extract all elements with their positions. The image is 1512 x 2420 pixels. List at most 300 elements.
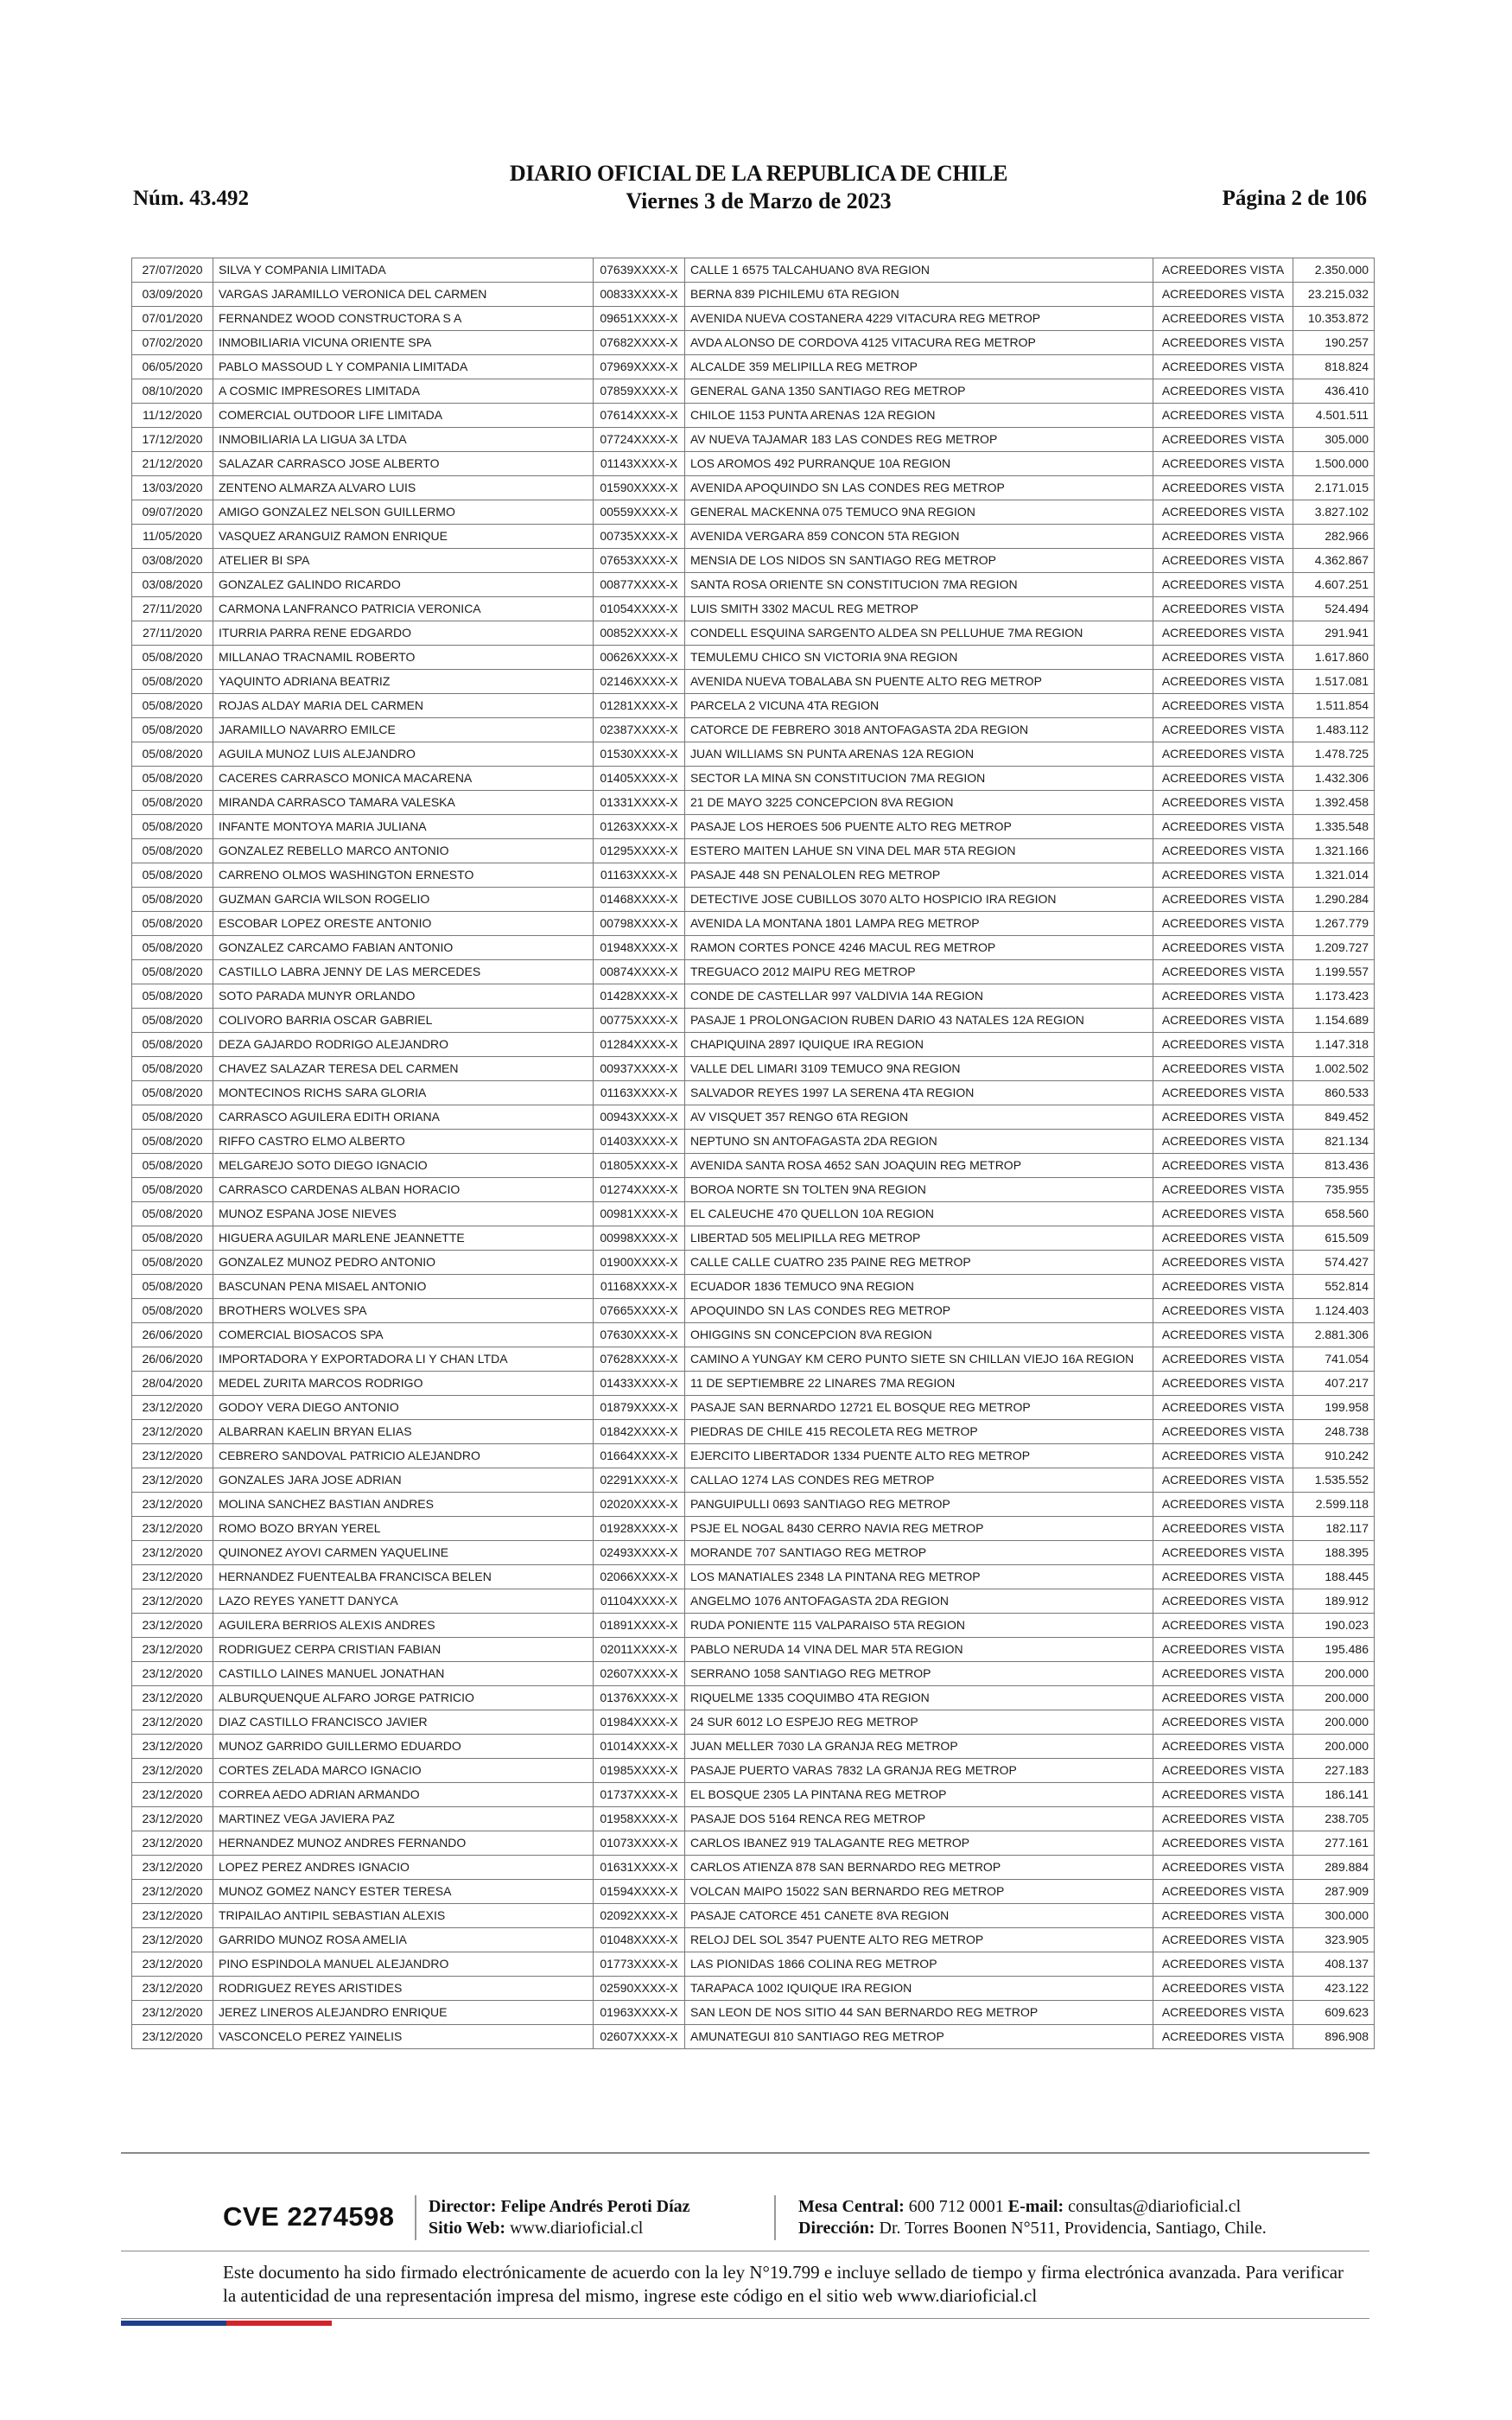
cell-date: 28/04/2020: [132, 1372, 213, 1396]
cell-amount: 190.257: [1293, 331, 1375, 355]
cell-date: 09/07/2020: [132, 500, 213, 525]
cell-rut: 01928XXXX-X: [594, 1517, 685, 1541]
cell-account-type: ACREEDORES VISTA: [1153, 1226, 1293, 1251]
cell-amount: 1.154.689: [1293, 1009, 1375, 1033]
cell-account-type: ACREEDORES VISTA: [1153, 936, 1293, 960]
cell-address: AV NUEVA TAJAMAR 183 LAS CONDES REG METROP: [685, 428, 1153, 452]
cell-rut: 09651XXXX-X: [594, 307, 685, 331]
cell-amount: 524.494: [1293, 597, 1375, 621]
cell-date: 05/08/2020: [132, 984, 213, 1009]
table-row: [132, 1880, 1375, 1904]
cell-amount: 4.362.867: [1293, 549, 1375, 573]
cell-name: GUZMAN GARCIA WILSON ROGELIO: [213, 888, 594, 912]
cell-date: 05/08/2020: [132, 1154, 213, 1178]
cell-name: CACERES CARRASCO MONICA MACARENA: [213, 767, 594, 791]
cell-rut: 07665XXXX-X: [594, 1299, 685, 1323]
table-row: [132, 1952, 1375, 1977]
cell-address: PASAJE CATORCE 451 CANETE 8VA REGION: [685, 1904, 1153, 1928]
cell-date: 05/08/2020: [132, 1105, 213, 1130]
cell-name: ROJAS ALDAY MARIA DEL CARMEN: [213, 694, 594, 718]
cell-account-type: ACREEDORES VISTA: [1153, 1057, 1293, 1081]
cell-amount: 1.124.403: [1293, 1299, 1375, 1323]
cell-account-type: ACREEDORES VISTA: [1153, 1759, 1293, 1783]
table-row: [132, 1057, 1375, 1081]
cell-name: HERNANDEZ MUNOZ ANDRES FERNANDO: [213, 1831, 594, 1856]
cell-date: 23/12/2020: [132, 1977, 213, 2001]
cell-date: 05/08/2020: [132, 1057, 213, 1081]
cell-name: ROMO BOZO BRYAN YEREL: [213, 1517, 594, 1541]
cell-account-type: ACREEDORES VISTA: [1153, 258, 1293, 283]
cell-account-type: ACREEDORES VISTA: [1153, 960, 1293, 984]
cell-name: RODRIGUEZ CERPA CRISTIAN FABIAN: [213, 1638, 594, 1662]
cell-rut: 01048XXXX-X: [594, 1928, 685, 1952]
cell-amount: 1.500.000: [1293, 452, 1375, 476]
cell-name: PABLO MASSOUD L Y COMPANIA LIMITADA: [213, 355, 594, 379]
cell-address: LOS AROMOS 492 PURRANQUE 10A REGION: [685, 452, 1153, 476]
cell-address: ECUADOR 1836 TEMUCO 9NA REGION: [685, 1275, 1153, 1299]
cell-name: CEBRERO SANDOVAL PATRICIO ALEJANDRO: [213, 1444, 594, 1468]
cell-name: GONZALES JARA JOSE ADRIAN: [213, 1468, 594, 1493]
cell-date: 07/02/2020: [132, 331, 213, 355]
cell-account-type: ACREEDORES VISTA: [1153, 1880, 1293, 1904]
cell-date: 23/12/2020: [132, 1856, 213, 1880]
cell-name: GONZALEZ GALINDO RICARDO: [213, 573, 594, 597]
cell-rut: 02011XXXX-X: [594, 1638, 685, 1662]
cell-rut: 01900XXXX-X: [594, 1251, 685, 1275]
cell-name: CORTES ZELADA MARCO IGNACIO: [213, 1759, 594, 1783]
cell-name: VASCONCELO PEREZ YAINELIS: [213, 2025, 594, 2049]
table-row: [132, 1130, 1375, 1154]
cell-rut: 07628XXXX-X: [594, 1347, 685, 1372]
cell-rut: 01631XXXX-X: [594, 1856, 685, 1880]
cell-date: 23/12/2020: [132, 2001, 213, 2025]
cell-name: DEZA GAJARDO RODRIGO ALEJANDRO: [213, 1033, 594, 1057]
cell-amount: 227.183: [1293, 1759, 1375, 1783]
cell-date: 23/12/2020: [132, 1783, 213, 1807]
cell-name: JARAMILLO NAVARRO EMILCE: [213, 718, 594, 742]
cell-account-type: ACREEDORES VISTA: [1153, 1904, 1293, 1928]
cell-rut: 01376XXXX-X: [594, 1686, 685, 1710]
cell-rut: 00559XXXX-X: [594, 500, 685, 525]
cell-rut: 00981XXXX-X: [594, 1202, 685, 1226]
cell-address: CARLOS IBANEZ 919 TALAGANTE REG METROP: [685, 1831, 1153, 1856]
table-row: [132, 500, 1375, 525]
cell-date: 23/12/2020: [132, 1807, 213, 1831]
cell-name: GODOY VERA DIEGO ANTONIO: [213, 1396, 594, 1420]
cell-amount: 1.617.860: [1293, 646, 1375, 670]
table-row: [132, 839, 1375, 863]
cell-date: 21/12/2020: [132, 452, 213, 476]
cell-account-type: ACREEDORES VISTA: [1153, 1275, 1293, 1299]
table-row: [132, 355, 1375, 379]
cell-address: PASAJE SAN BERNARDO 12721 EL BOSQUE REG METROP: [685, 1396, 1153, 1420]
table-row: [132, 863, 1375, 888]
cell-amount: 1.478.725: [1293, 742, 1375, 767]
cell-name: GONZALEZ REBELLO MARCO ANTONIO: [213, 839, 594, 863]
cell-address: AVDA ALONSO DE CORDOVA 4125 VITACURA REG METROP: [685, 331, 1153, 355]
cell-amount: 552.814: [1293, 1275, 1375, 1299]
email-label: E-mail:: [1007, 2197, 1064, 2216]
cell-account-type: ACREEDORES VISTA: [1153, 1589, 1293, 1614]
cell-amount: 190.023: [1293, 1614, 1375, 1638]
cell-address: 24 SUR 6012 LO ESPEJO REG METROP: [685, 1710, 1153, 1735]
cell-name: INMOBILIARIA VICUNA ORIENTE SPA: [213, 331, 594, 355]
cell-amount: 1.321.014: [1293, 863, 1375, 888]
cell-account-type: ACREEDORES VISTA: [1153, 815, 1293, 839]
table-row: [132, 1977, 1375, 2001]
cell-account-type: ACREEDORES VISTA: [1153, 1686, 1293, 1710]
issue-date: Viernes 3 de Marzo de 2023: [626, 188, 892, 213]
cell-address: CAMINO A YUNGAY KM CERO PUNTO SIETE SN CHILLAN VIEJO 16A REGION: [685, 1347, 1153, 1372]
cell-date: 05/08/2020: [132, 839, 213, 863]
cell-date: 05/08/2020: [132, 670, 213, 694]
cell-rut: 01274XXXX-X: [594, 1178, 685, 1202]
cell-amount: 4.501.511: [1293, 404, 1375, 428]
cell-rut: 01985XXXX-X: [594, 1759, 685, 1783]
cell-date: 23/12/2020: [132, 1952, 213, 1977]
cell-date: 26/06/2020: [132, 1323, 213, 1347]
cell-rut: 01331XXXX-X: [594, 791, 685, 815]
table-row: [132, 1759, 1375, 1783]
cell-address: ESTERO MAITEN LAHUE SN VINA DEL MAR 5TA REGION: [685, 839, 1153, 863]
table-row: [132, 1856, 1375, 1880]
cell-address: RAMON CORTES PONCE 4246 MACUL REG METROP: [685, 936, 1153, 960]
cell-rut: 02146XXXX-X: [594, 670, 685, 694]
table-row: [132, 1178, 1375, 1202]
cell-address: CALLE 1 6575 TALCAHUANO 8VA REGION: [685, 258, 1153, 283]
cell-date: 05/08/2020: [132, 791, 213, 815]
cell-address: LOS MANATIALES 2348 LA PINTANA REG METROP: [685, 1565, 1153, 1589]
cell-rut: 01594XXXX-X: [594, 1880, 685, 1904]
table-row: [132, 1468, 1375, 1493]
cell-date: 23/12/2020: [132, 2025, 213, 2049]
cell-date: 23/12/2020: [132, 1468, 213, 1493]
cell-account-type: ACREEDORES VISTA: [1153, 379, 1293, 404]
address-text: Dr. Torres Boonen N°511, Providencia, Santiago, Chile.: [879, 2219, 1267, 2238]
table-row: [132, 936, 1375, 960]
cell-address: JUAN WILLIAMS SN PUNTA ARENAS 12A REGION: [685, 742, 1153, 767]
table-row: [132, 767, 1375, 791]
table-row: [132, 428, 1375, 452]
cell-amount: 282.966: [1293, 525, 1375, 549]
creditors-table: [131, 258, 1375, 2049]
cell-address: CARLOS ATIENZA 878 SAN BERNARDO REG METROP: [685, 1856, 1153, 1880]
contact-block: [798, 2196, 1267, 2239]
cell-rut: 00798XXXX-X: [594, 912, 685, 936]
table-row: [132, 404, 1375, 428]
cell-date: 23/12/2020: [132, 1686, 213, 1710]
cell-rut: 01879XXXX-X: [594, 1396, 685, 1420]
cell-date: 23/12/2020: [132, 1904, 213, 1928]
cell-account-type: ACREEDORES VISTA: [1153, 888, 1293, 912]
cell-account-type: ACREEDORES VISTA: [1153, 1033, 1293, 1057]
cell-amount: 423.122: [1293, 1977, 1375, 2001]
cell-account-type: ACREEDORES VISTA: [1153, 525, 1293, 549]
cell-name: AMIGO GONZALEZ NELSON GUILLERMO: [213, 500, 594, 525]
cell-address: PARCELA 2 VICUNA 4TA REGION: [685, 694, 1153, 718]
cell-name: ALBARRAN KAELIN BRYAN ELIAS: [213, 1420, 594, 1444]
cell-amount: 1.290.284: [1293, 888, 1375, 912]
cell-amount: 615.509: [1293, 1226, 1375, 1251]
table-row: [132, 888, 1375, 912]
cell-rut: 01433XXXX-X: [594, 1372, 685, 1396]
cell-name: BROTHERS WOLVES SPA: [213, 1299, 594, 1323]
cell-name: VARGAS JARAMILLO VERONICA DEL CARMEN: [213, 283, 594, 307]
cell-rut: 00833XXXX-X: [594, 283, 685, 307]
cell-name: TRIPAILAO ANTIPIL SEBASTIAN ALEXIS: [213, 1904, 594, 1928]
cell-name: MIRANDA CARRASCO TAMARA VALESKA: [213, 791, 594, 815]
cell-rut: 01295XXXX-X: [594, 839, 685, 863]
cell-address: LIBERTAD 505 MELIPILLA REG METROP: [685, 1226, 1153, 1251]
cell-name: COMERCIAL BIOSACOS SPA: [213, 1323, 594, 1347]
cell-rut: 01163XXXX-X: [594, 863, 685, 888]
cell-date: 05/08/2020: [132, 960, 213, 984]
cell-date: 03/08/2020: [132, 573, 213, 597]
table-row: [132, 1904, 1375, 1928]
cell-address: MORANDE 707 SANTIAGO REG METROP: [685, 1541, 1153, 1565]
cell-address: AVENIDA APOQUINDO SN LAS CONDES REG METROP: [685, 476, 1153, 500]
cell-name: QUINONEZ AYOVI CARMEN YAQUELINE: [213, 1541, 594, 1565]
cell-amount: 849.452: [1293, 1105, 1375, 1130]
cell-date: 17/12/2020: [132, 428, 213, 452]
table-row: [132, 1009, 1375, 1033]
cell-rut: 07639XXXX-X: [594, 258, 685, 283]
table-row: [132, 1928, 1375, 1952]
table-row: [132, 960, 1375, 984]
cell-amount: 1.517.081: [1293, 670, 1375, 694]
cell-amount: 248.738: [1293, 1420, 1375, 1444]
cell-rut: 01530XXXX-X: [594, 742, 685, 767]
cell-name: MELGAREJO SOTO DIEGO IGNACIO: [213, 1154, 594, 1178]
cell-address: SAN LEON DE NOS SITIO 44 SAN BERNARDO REG METROP: [685, 2001, 1153, 2025]
cell-account-type: ACREEDORES VISTA: [1153, 1928, 1293, 1952]
cell-account-type: ACREEDORES VISTA: [1153, 307, 1293, 331]
cell-address: CONDE DE CASTELLAR 997 VALDIVIA 14A REGION: [685, 984, 1153, 1009]
cell-name: ITURRIA PARRA RENE EDGARDO: [213, 621, 594, 646]
cell-rut: 01963XXXX-X: [594, 2001, 685, 2025]
table-row: [132, 742, 1375, 767]
cell-name: GONZALEZ CARCAMO FABIAN ANTONIO: [213, 936, 594, 960]
flag-red-stripe: [226, 2321, 332, 2326]
cell-rut: 01664XXXX-X: [594, 1444, 685, 1468]
cell-amount: 200.000: [1293, 1686, 1375, 1710]
cell-address: PASAJE PUERTO VARAS 7832 LA GRANJA REG METROP: [685, 1759, 1153, 1783]
cell-date: 23/12/2020: [132, 1444, 213, 1468]
table-row: [132, 694, 1375, 718]
cell-name: SOTO PARADA MUNYR ORLANDO: [213, 984, 594, 1009]
cell-account-type: ACREEDORES VISTA: [1153, 1977, 1293, 2001]
email-link[interactable]: consultas@diarioficial.cl: [1068, 2197, 1242, 2216]
cell-name: AGUILA MUNOZ LUIS ALEJANDRO: [213, 742, 594, 767]
table-row: [132, 379, 1375, 404]
footer-separator: [415, 2195, 416, 2240]
director-label: Director:: [429, 2197, 497, 2216]
cell-date: 05/08/2020: [132, 863, 213, 888]
table-body: [132, 258, 1375, 2049]
cell-rut: 01104XXXX-X: [594, 1589, 685, 1614]
cell-rut: 07724XXXX-X: [594, 428, 685, 452]
cell-name: BASCUNAN PENA MISAEL ANTONIO: [213, 1275, 594, 1299]
cell-name: JEREZ LINEROS ALEJANDRO ENRIQUE: [213, 2001, 594, 2025]
cell-name: PINO ESPINDOLA MANUEL ALEJANDRO: [213, 1952, 594, 1977]
cell-rut: 01773XXXX-X: [594, 1952, 685, 1977]
cell-account-type: ACREEDORES VISTA: [1153, 1952, 1293, 1977]
cell-amount: 238.705: [1293, 1807, 1375, 1831]
cell-account-type: ACREEDORES VISTA: [1153, 1493, 1293, 1517]
cell-name: SILVA Y COMPANIA LIMITADA: [213, 258, 594, 283]
cell-address: EL CALEUCHE 470 QUELLON 10A REGION: [685, 1202, 1153, 1226]
cell-amount: 1.535.552: [1293, 1468, 1375, 1493]
cell-amount: 305.000: [1293, 428, 1375, 452]
cell-name: MOLINA SANCHEZ BASTIAN ANDRES: [213, 1493, 594, 1517]
cell-rut: 02387XXXX-X: [594, 718, 685, 742]
cve-code: CVE 2274598: [223, 2201, 395, 2232]
cell-rut: 01737XXXX-X: [594, 1783, 685, 1807]
cell-address: VALLE DEL LIMARI 3109 TEMUCO 9NA REGION: [685, 1057, 1153, 1081]
cell-address: PASAJE LOS HEROES 506 PUENTE ALTO REG METROP: [685, 815, 1153, 839]
footer-bottom-rule: [121, 2318, 1369, 2319]
cell-amount: 277.161: [1293, 1831, 1375, 1856]
cell-account-type: ACREEDORES VISTA: [1153, 283, 1293, 307]
cell-date: 05/08/2020: [132, 1178, 213, 1202]
cell-account-type: ACREEDORES VISTA: [1153, 500, 1293, 525]
cell-rut: 00735XXXX-X: [594, 525, 685, 549]
cell-amount: 1.199.557: [1293, 960, 1375, 984]
cell-date: 23/12/2020: [132, 1517, 213, 1541]
cell-rut: 01403XXXX-X: [594, 1130, 685, 1154]
cell-date: 05/08/2020: [132, 912, 213, 936]
cell-date: 05/08/2020: [132, 1033, 213, 1057]
table-row: [132, 1614, 1375, 1638]
cell-amount: 609.623: [1293, 2001, 1375, 2025]
cell-account-type: ACREEDORES VISTA: [1153, 621, 1293, 646]
table-row: [132, 1735, 1375, 1759]
table-row: [132, 670, 1375, 694]
cell-address: TREGUACO 2012 MAIPU REG METROP: [685, 960, 1153, 984]
cell-rut: 02291XXXX-X: [594, 1468, 685, 1493]
cell-address: BERNA 839 PICHILEMU 6TA REGION: [685, 283, 1153, 307]
cell-address: TARAPACA 1002 IQUIQUE IRA REGION: [685, 1977, 1153, 2001]
cell-amount: 408.137: [1293, 1952, 1375, 1977]
cell-rut: 01891XXXX-X: [594, 1614, 685, 1638]
cell-rut: 01958XXXX-X: [594, 1807, 685, 1831]
table-row: [132, 1420, 1375, 1444]
cell-amount: 200.000: [1293, 1735, 1375, 1759]
table-row: [132, 597, 1375, 621]
cell-account-type: ACREEDORES VISTA: [1153, 1299, 1293, 1323]
cell-account-type: ACREEDORES VISTA: [1153, 1468, 1293, 1493]
cell-amount: 2.171.015: [1293, 476, 1375, 500]
cell-amount: 910.242: [1293, 1444, 1375, 1468]
table-row: [132, 1033, 1375, 1057]
cell-account-type: ACREEDORES VISTA: [1153, 1662, 1293, 1686]
cell-date: 05/08/2020: [132, 718, 213, 742]
table-row: [132, 718, 1375, 742]
cell-rut: 01948XXXX-X: [594, 936, 685, 960]
central-label: Mesa Central:: [798, 2197, 905, 2216]
cell-date: 06/05/2020: [132, 355, 213, 379]
cell-address: CHAPIQUINA 2897 IQUIQUE IRA REGION: [685, 1033, 1153, 1057]
cell-rut: 07682XXXX-X: [594, 331, 685, 355]
cell-amount: 10.353.872: [1293, 307, 1375, 331]
website-link[interactable]: www.diarioficial.cl: [510, 2219, 644, 2238]
cell-address: AVENIDA VERGARA 859 CONCON 5TA REGION: [685, 525, 1153, 549]
table-row: [132, 1807, 1375, 1831]
cell-rut: 01143XXXX-X: [594, 452, 685, 476]
cell-date: 23/12/2020: [132, 1589, 213, 1614]
cell-address: CATORCE DE FEBRERO 3018 ANTOFAGASTA 2DA REGION: [685, 718, 1153, 742]
cell-date: 11/05/2020: [132, 525, 213, 549]
cell-amount: 1.483.112: [1293, 718, 1375, 742]
cell-rut: 02092XXXX-X: [594, 1904, 685, 1928]
cell-account-type: ACREEDORES VISTA: [1153, 428, 1293, 452]
cell-account-type: ACREEDORES VISTA: [1153, 1807, 1293, 1831]
cell-date: 05/08/2020: [132, 1299, 213, 1323]
cell-address: PASAJE DOS 5164 RENCA REG METROP: [685, 1807, 1153, 1831]
table-row: [132, 815, 1375, 839]
cell-account-type: ACREEDORES VISTA: [1153, 573, 1293, 597]
cell-name: MILLANAO TRACNAMIL ROBERTO: [213, 646, 594, 670]
cell-account-type: ACREEDORES VISTA: [1153, 2025, 1293, 2049]
cell-amount: 291.941: [1293, 621, 1375, 646]
cell-account-type: ACREEDORES VISTA: [1153, 863, 1293, 888]
cell-rut: 01281XXXX-X: [594, 694, 685, 718]
cell-date: 07/01/2020: [132, 307, 213, 331]
cell-address: 21 DE MAYO 3225 CONCEPCION 8VA REGION: [685, 791, 1153, 815]
cell-account-type: ACREEDORES VISTA: [1153, 1251, 1293, 1275]
cell-rut: 01468XXXX-X: [594, 888, 685, 912]
newspaper-title: DIARIO OFICIAL DE LA REPUBLICA DE CHILE: [509, 161, 1008, 186]
cell-account-type: ACREEDORES VISTA: [1153, 1638, 1293, 1662]
cell-address: MENSIA DE LOS NIDOS SN SANTIAGO REG METROP: [685, 549, 1153, 573]
cell-amount: 735.955: [1293, 1178, 1375, 1202]
table-row: [132, 1396, 1375, 1420]
cell-name: COLIVORO BARRIA OSCAR GABRIEL: [213, 1009, 594, 1033]
cell-account-type: ACREEDORES VISTA: [1153, 1614, 1293, 1638]
cell-amount: 813.436: [1293, 1154, 1375, 1178]
cell-rut: 00852XXXX-X: [594, 621, 685, 646]
cell-amount: 3.827.102: [1293, 500, 1375, 525]
cell-account-type: ACREEDORES VISTA: [1153, 839, 1293, 863]
table-row: [132, 307, 1375, 331]
cell-account-type: ACREEDORES VISTA: [1153, 1323, 1293, 1347]
table-row: [132, 1202, 1375, 1226]
cell-account-type: ACREEDORES VISTA: [1153, 1831, 1293, 1856]
cell-date: 05/08/2020: [132, 694, 213, 718]
cell-address: RIQUELME 1335 COQUIMBO 4TA REGION: [685, 1686, 1153, 1710]
cell-address: DETECTIVE JOSE CUBILLOS 3070 ALTO HOSPICIO IRA REGION: [685, 888, 1153, 912]
cell-date: 08/10/2020: [132, 379, 213, 404]
cell-rut: 00943XXXX-X: [594, 1105, 685, 1130]
cell-rut: 01842XXXX-X: [594, 1420, 685, 1444]
cell-rut: 07653XXXX-X: [594, 549, 685, 573]
cell-name: MUNOZ GOMEZ NANCY ESTER TERESA: [213, 1880, 594, 1904]
cell-address: CALLE CALLE CUATRO 235 PAINE REG METROP: [685, 1251, 1153, 1275]
cell-address: TEMULEMU CHICO SN VICTORIA 9NA REGION: [685, 646, 1153, 670]
cell-amount: 23.215.032: [1293, 283, 1375, 307]
cell-name: CASTILLO LAINES MANUEL JONATHAN: [213, 1662, 594, 1686]
cell-amount: 1.511.854: [1293, 694, 1375, 718]
cell-address: SERRANO 1058 SANTIAGO REG METROP: [685, 1662, 1153, 1686]
cell-rut: 00874XXXX-X: [594, 960, 685, 984]
cell-account-type: ACREEDORES VISTA: [1153, 646, 1293, 670]
cell-rut: 02607XXXX-X: [594, 1662, 685, 1686]
cell-date: 23/12/2020: [132, 1759, 213, 1783]
cell-amount: 199.958: [1293, 1396, 1375, 1420]
cell-address: AMUNATEGUI 810 SANTIAGO REG METROP: [685, 2025, 1153, 2049]
table-row: [132, 1275, 1375, 1299]
cell-amount: 200.000: [1293, 1710, 1375, 1735]
